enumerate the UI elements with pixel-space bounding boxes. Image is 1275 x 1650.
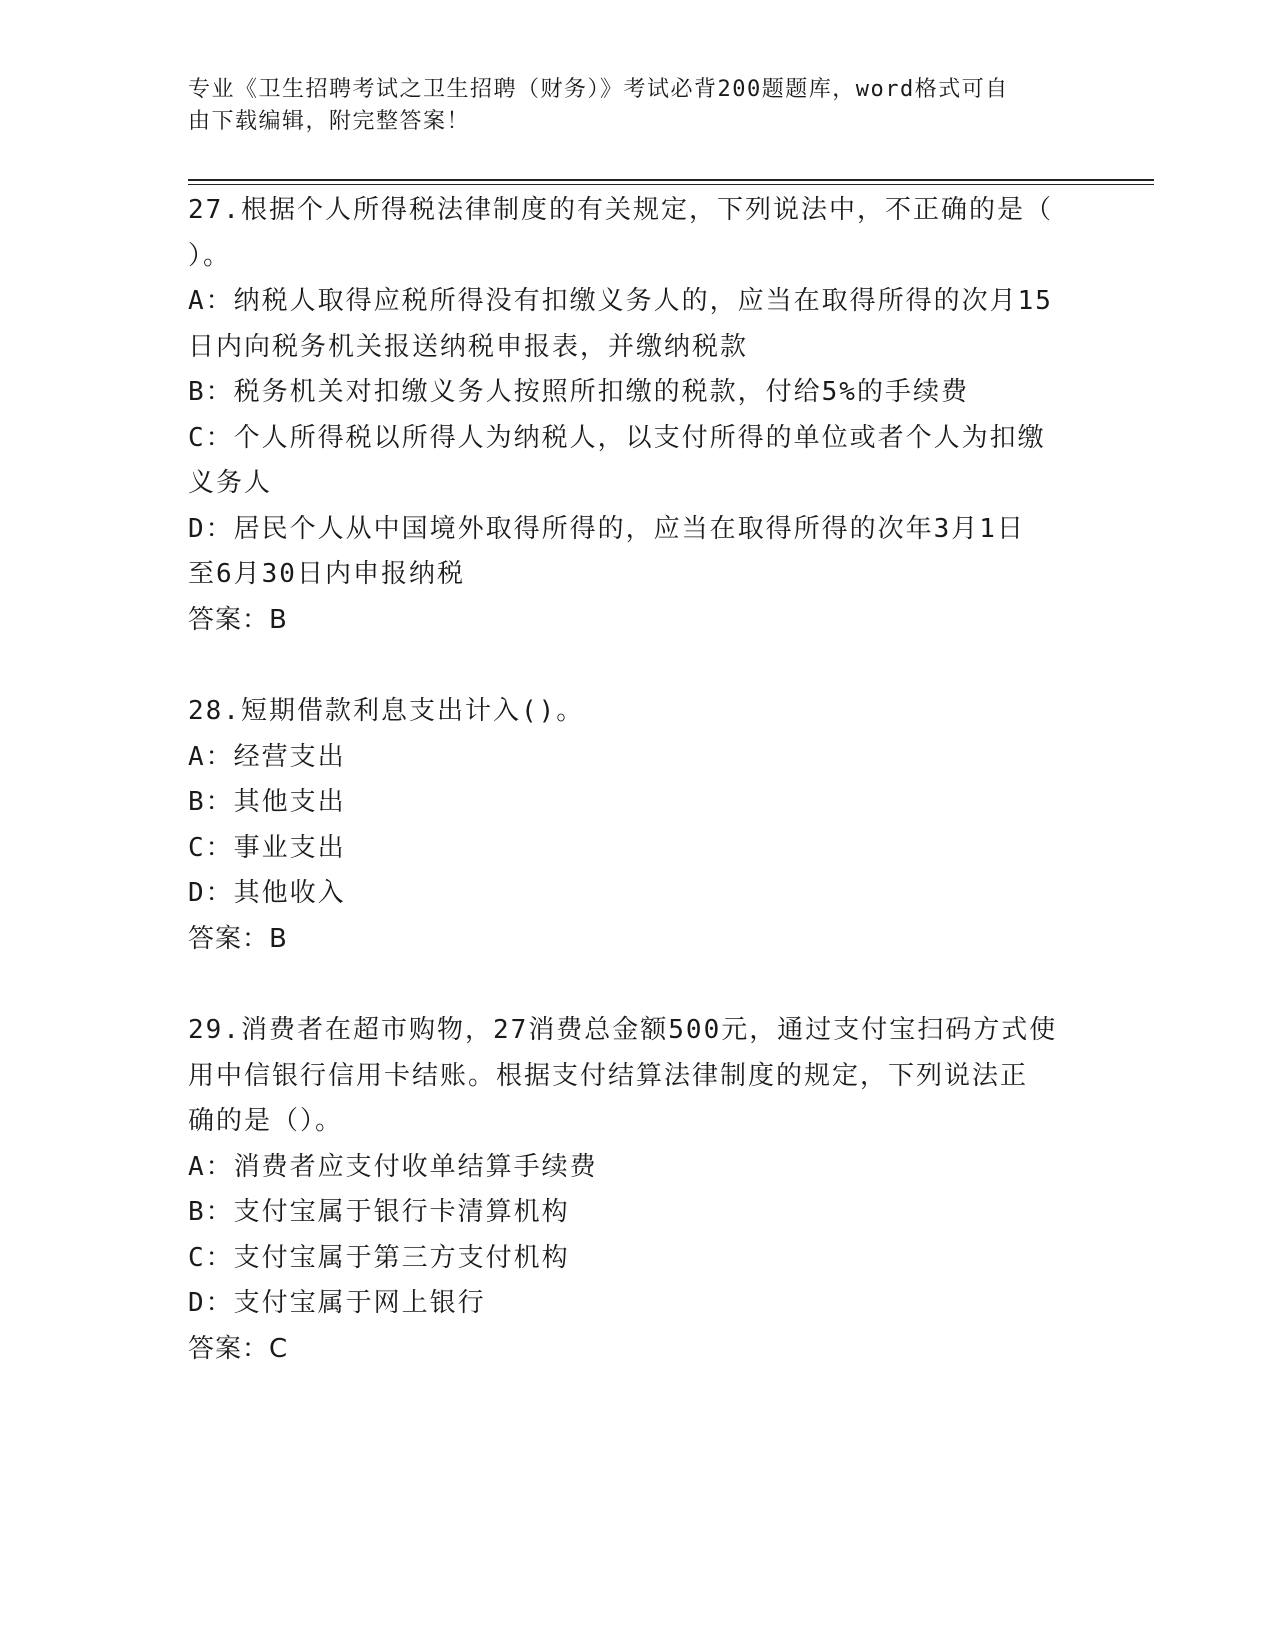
question-list	[188, 188, 1088, 1372]
option-d-line: 至6月30日内申报纳税	[188, 559, 465, 589]
question-29	[188, 1008, 1088, 1372]
question-stem-line: 用中信银行信用卡结账。根据支付结算法律制度的规定，下列说法正	[188, 1060, 1029, 1091]
option-c-line: 义务人	[188, 468, 273, 498]
answer-line: 答案：B	[188, 604, 288, 635]
question-stem-line: 29.消费者在超市购物，27消费总金额500元，通过支付宝扫码方式使	[188, 1015, 1058, 1045]
option-b-line: B：支付宝属于银行卡清算机构	[188, 1197, 570, 1227]
header-line-1: 专业《卫生招聘考试之卫生招聘（财务）》考试必背200题题库，word格式可自	[188, 77, 1009, 102]
question-stem-line: 28.短期借款利息支出计入()。	[188, 696, 585, 726]
option-c-line: C：支付宝属于第三方支付机构	[188, 1242, 570, 1273]
question-stem-line: 确的是（）。	[188, 1106, 344, 1136]
option-a-line: 日内向税务机关报送纳税申报表，并缴纳税款	[188, 331, 749, 362]
header-line-2: 由下载编辑，附完整答案！	[188, 109, 471, 134]
option-d-line: D：其他收入	[188, 878, 346, 908]
question-stem-line: ）。	[188, 240, 232, 271]
question-28	[188, 689, 1088, 962]
option-b-line: B：税务机关对扣缴义务人按照所扣缴的税款，付给5%的手续费	[188, 377, 969, 407]
question-spacer	[188, 643, 1088, 689]
option-d-line: D：居民个人从中国境外取得所得的，应当在取得所得的次年3月1日	[188, 513, 1025, 544]
question-27	[188, 188, 1088, 643]
header-divider-thick	[188, 179, 1154, 181]
question-stem-line: 27.根据个人所得税法律制度的有关规定，下列说法中，不正确的是（	[188, 195, 1053, 225]
document-header	[188, 74, 1068, 138]
option-a-line: A：经营支出	[188, 741, 346, 772]
option-b-line: B：其他支出	[188, 787, 346, 817]
header-divider-thin	[188, 184, 1154, 185]
answer-line: 答案：B	[188, 923, 288, 954]
answer-line: 答案：C	[188, 1333, 289, 1364]
option-a-line: A：纳税人取得应税所得没有扣缴义务人的，应当在取得所得的次月15	[188, 286, 1053, 316]
option-c-line: C：个人所得税以所得人为纳税人，以支付所得的单位或者个人为扣缴	[188, 422, 1046, 453]
option-a-line: A：消费者应支付收单结算手续费	[188, 1151, 598, 1182]
question-spacer	[188, 962, 1088, 1008]
option-d-line: D：支付宝属于网上银行	[188, 1288, 486, 1318]
option-c-line: C：事业支出	[188, 832, 346, 863]
